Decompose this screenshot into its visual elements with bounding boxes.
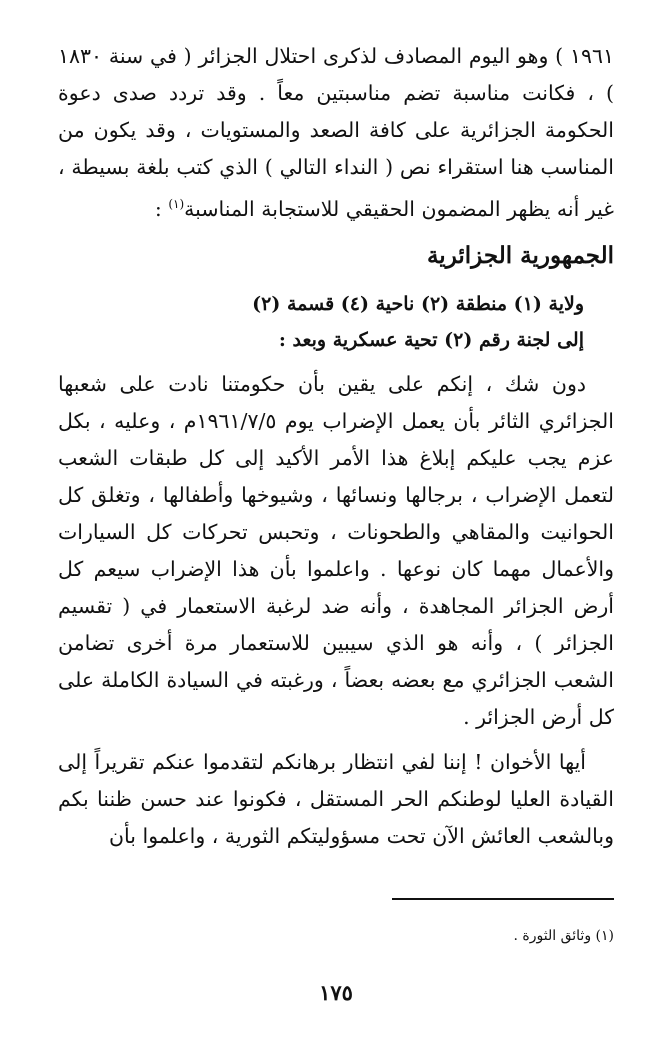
intro-text: ١٩٦١ ) وهو اليوم المصادف لذكرى احتلال الجزائر ( في سنة ١٨٣٠ ) ، فكانت مناسبة تضم مناسبتين معاً . وقد تردد صدى دعوة الحكومة الجزائرية على كافة الصعد والمستويات ، وقد يكون من المناسب هنا استقراء نص ( النداء التالي ) الذي كتب بلغة بسيطة ، غير أنه يظهر المضمون الحقيقي للاستجابة المناسبة [58,44,614,221]
intro-paragraph [58,38,614,228]
body-paragraph-2: أيها الأخوان ! إننا لفي انتظار برهانكم لتقدموا عنكم تقريراً إلى القيادة العليا لوطنكم الحر المستقل ، فكونوا عند حسن ظننا بكم وبالشعب العائش الآن تحت مسؤوليتكم الثورية ، واعلموا بأن [58,749,614,848]
body-paragraph-1: دون شك ، إنكم على يقين بأن حكومتنا نادت على شعبها الجزائري الثائر بأن يعمل الإضراب يوم ١٩٦١/٧/٥م ، وعليه ، بكل عزم يجب عليكم إبلاغ هذا الأمر الأكيد إلى كل طبقات الشعب لتعمل الإضراب ، برجالها ونسائها ، وشيوخها وأطفالها ، وتغلق كل الحوانيت والمقاهي والطحونات ، وتحبس تحركات كل السيارات والأعمال مهما كان نوعها . واعلموا بأن هذا الإضراب سيعم كل أرض الجزائر المجاهدة ، وأنه ضد لرغبة الاستعمار في ( تقسيم الجزائر ) ، وأنه هو الذي سيبين للاستعمار مرة أخرى تضامن الشعب الجزائري مع بعضه بعضاً ، ورغبته في السيادة الكاملة على كل أرض الجزائر . [58,371,614,729]
address-line: ولاية (١) منطقة (٢) ناحية (٤) قسمة (٢) [252,292,584,315]
footnote-text: (١) وثائق الثورة . [513,928,614,944]
footnote-reference: (١) [168,197,185,211]
document-heading: الجمهورية الجزائرية [426,241,614,269]
book-page [58,38,614,1038]
intro-tail: : [154,196,169,221]
greeting-line: إلى لجنة رقم (٢) تحية عسكرية وبعد : [278,328,584,351]
page-number: ١٧٥ [319,980,353,1005]
footnote-divider [392,898,614,900]
